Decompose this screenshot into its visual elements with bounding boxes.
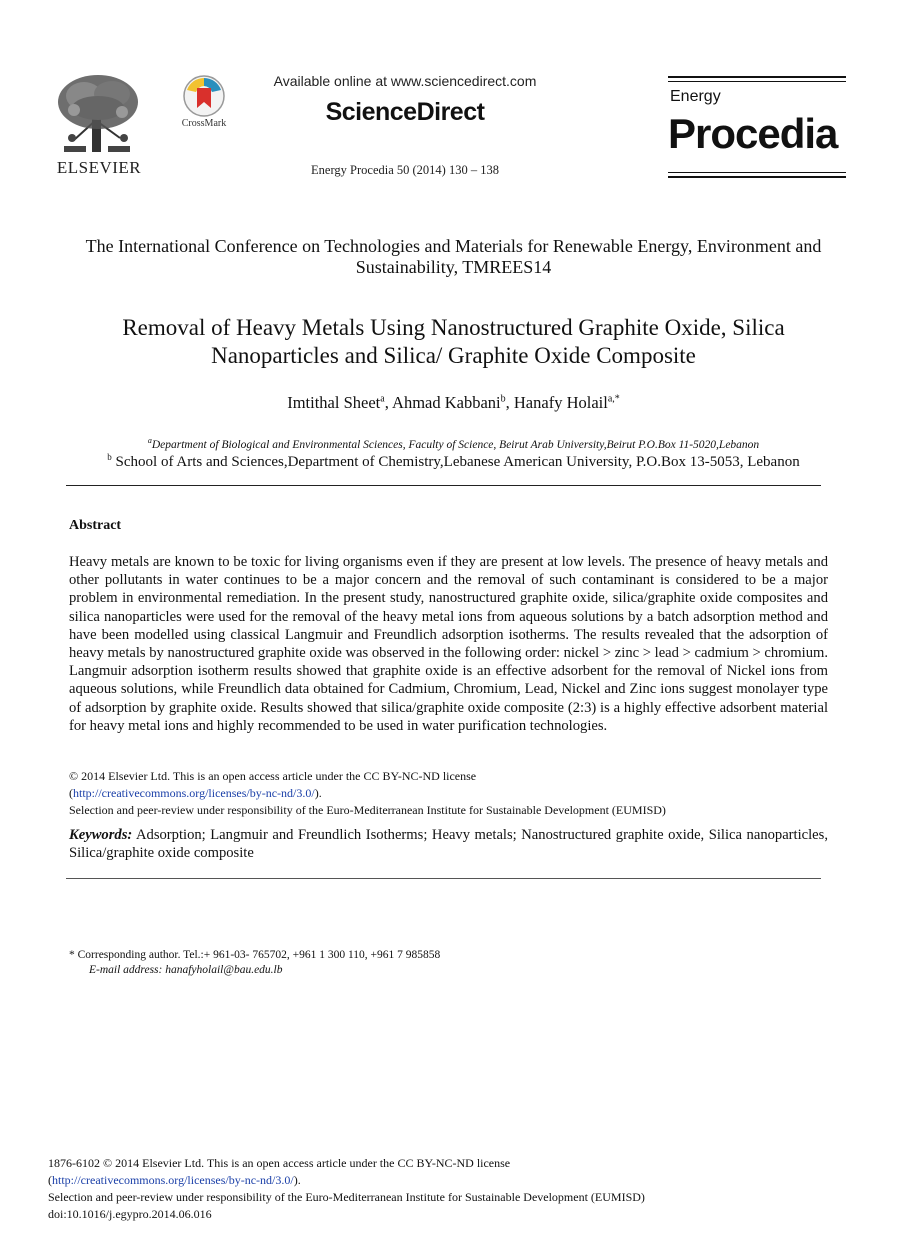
affiliation-a [40,436,867,451]
corresponding-author: * Corresponding author. Tel.:+ 961-03- 765702, +961 1 300 110, +961 7 985858 [69,949,441,961]
elsevier-logo [50,72,148,178]
license-link[interactable]: http://creativecommons.org/licenses/by-nc-nd/3.0/ [73,786,315,800]
affiliation-text: Department of Biological and Environmental Sciences, Faculty of Science, Beirut Arab University,Beirut P.O.Box 11-5020,Lebanon [151,438,760,451]
paren: ). [293,1173,301,1187]
journal-masthead [668,72,848,180]
publisher-name: ELSEVIER [56,158,142,177]
crossmark-icon [174,74,234,120]
masthead-rule [668,76,846,78]
affiliation-b [40,452,867,471]
email-address[interactable]: E-mail address: hanafyholail@bau.edu.lb [89,964,283,976]
affiliation-text: School of Arts and Sciences,Department of Chemistry,Lebanese American University, P.O.Box 13-5053, Lebanon [111,454,800,470]
license-url-line [69,785,666,802]
footer-issn-license: 1876-6102 © 2014 Elsevier Ltd. This is an open access article under the CC BY-NC-ND license [48,1156,511,1170]
keywords-text: Adsorption; Langmuir and Freundlich Isotherms; Heavy metals; Nanostructured graphite oxide, Silica nanoparticles, Silica/graphite oxide composite [69,827,828,861]
correspondence-note [69,948,440,978]
paren: ). [314,786,322,800]
author-name: Imtithal Sheet [287,393,381,412]
footer [48,1155,645,1223]
paper-title-line: Nanoparticles and Silica/ Graphite Oxide Composite [211,343,696,368]
available-online: Available online at www.sciencedirect.com [273,73,537,89]
paper-title-line: Removal of Heavy Metals Using Nanostructured Graphite Oxide, Silica [122,315,785,340]
platform-brand: ScienceDirect [325,98,485,126]
author-name: Ahmad Kabbani [392,393,501,412]
author-affiliation-mark: a,* [607,393,620,405]
divider [66,878,821,879]
footer-doi[interactable]: doi:10.1016/j.egypro.2014.06.016 [48,1207,212,1221]
author-list: Imtithal Sheet$^a$, Ahmad Kabbani$^b$, Hanafy Holail$^{a,*}$ [287,393,620,412]
affiliation-mark: b [107,452,112,462]
conference-name: The International Conference on Technologies and Materials for Renewable Energy, Environment and Sustainability, TMREES14 [85,236,822,277]
masthead-rule [668,172,846,173]
keywords [69,826,828,862]
author-affiliation-mark: b [500,393,506,405]
abstract-body: Heavy metals are known to be toxic for living organisms even if they are present at low levels. The presence of heavy metals and other pollutants in water continues to be a major concern and the removal of such contaminant is considered to be a major problem in environmental remediation. In the present study, nanostructured graphite oxide, silica/graphite oxide composites and silica nanoparticles were used for the removal of the heavy metal ions from aqueous solutions by a batch adsorption method and have been modelled using classical Langmuir and Freundlich adsorption isotherms. The results revealed that the adsorption of heavy metals by nanostructured graphite oxide was observed in the following order: nickel > zinc > lead > cadmium > chromium. Langmuir adsorption isotherm results showed that graphite oxide is an effective adsorbent for the removal of Nickel ions from aqueous solutions, while Freundlich data obtained for Cadmium, Chromium, Lead, Nickel and Zinc ions suggest monolayer type of adsorption by graphite oxide. Results showed that silica/graphite oxide composite (2:3) is a highly effective adsorbent material for heavy metal ions and highly recommended to be used in water purification technologies. [69,554,828,734]
footer-url-line [48,1172,645,1189]
author-name: Hanafy Holail [513,393,608,412]
paper-title [60,314,847,370]
paren: ( [48,1173,52,1187]
masthead-procedia: Procedia [668,110,838,157]
masthead-rule [668,81,846,82]
affiliation-mark: a [147,436,152,445]
elsevier-tree-icon [54,72,142,154]
footer-license-link[interactable]: http://creativecommons.org/licenses/by-nc-nd/3.0/ [52,1173,294,1187]
keywords-label: Keywords: [69,827,133,843]
divider [66,485,821,486]
license-block [69,768,666,819]
journal-reference: Energy Procedia 50 (2014) 130 – 138 [311,163,499,177]
masthead-rule [668,176,846,178]
masthead-energy: Energy [670,88,721,105]
footer-peer-review: Selection and peer-review under responsibility of the Euro-Mediterranean Institute for Sustainable Development (EUMISD) [48,1190,645,1204]
peer-review-text: Selection and peer-review under responsibility of the Euro-Mediterranean Institute for Sustainable Development (EUMISD) [69,803,666,817]
license-text: © 2014 Elsevier Ltd. This is an open access article under the CC BY-NC-ND license [69,769,477,783]
author-affiliation-mark: a [380,393,385,405]
abstract-heading: Abstract [69,518,122,533]
paren: ( [69,786,73,800]
crossmark-label: CrossMark [181,118,227,129]
crossmark-badge[interactable] [174,74,234,134]
